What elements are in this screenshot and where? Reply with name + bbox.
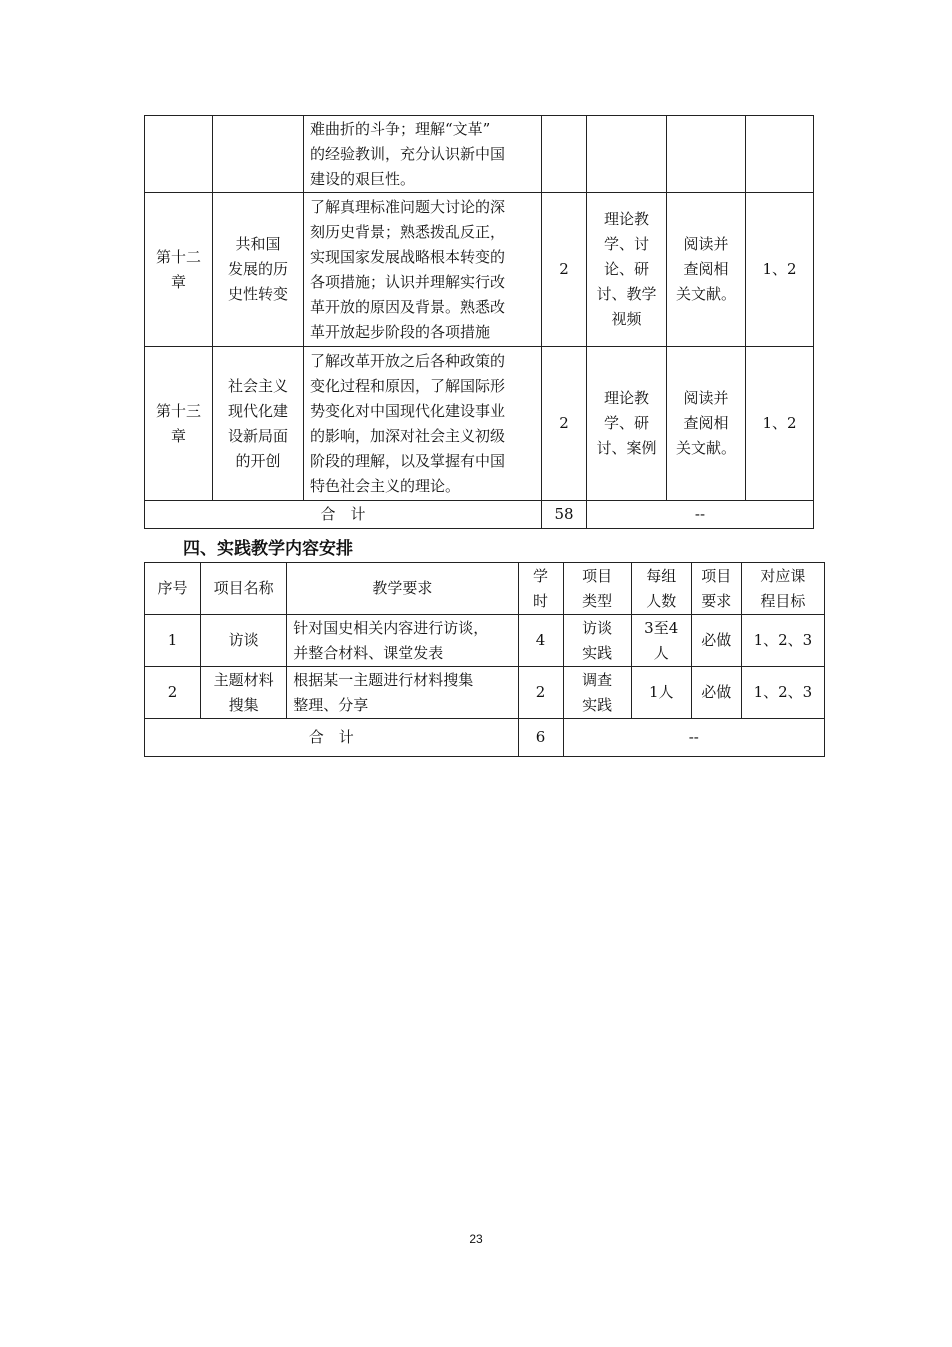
header-seq: 序号 (145, 563, 201, 615)
total-rest: -- (563, 719, 824, 757)
total-hours: 6 (518, 719, 563, 757)
method-cell: 理论教 学、研 讨、案例 (587, 347, 667, 501)
chapter-cell: 第十三 章 (145, 347, 213, 501)
objectives-cell: 1、2 (746, 347, 814, 501)
hours-cell: 2 (542, 347, 587, 501)
header-objectives: 对应课 程目标 (741, 563, 824, 615)
total-rest: -- (587, 501, 814, 529)
header-type: 项目 类型 (563, 563, 631, 615)
objectives-cell: 1、2 (746, 193, 814, 347)
content-cell: 了解真理标准问题大讨论的深 刻历史背景；熟悉拨乱反正， 实现国家发展战略根本转变的 各项措施；认识并理解实行改 革开放的原因及背景。熟悉改 革开放起步阶段的各项措施 (304, 193, 542, 347)
requirement-cell: 针对国史相关内容进行访谈， 并整合材料、课堂发表 (287, 615, 518, 667)
hours-cell: 4 (518, 615, 563, 667)
total-hours: 58 (542, 501, 587, 529)
hours-cell (542, 116, 587, 193)
title-cell (213, 116, 304, 193)
seq-cell: 2 (145, 667, 201, 719)
header-name: 项目名称 (201, 563, 287, 615)
objectives-cell (746, 116, 814, 193)
chapter-cell: 第十二 章 (145, 193, 213, 347)
total-label: 合 计 (145, 719, 519, 757)
title-cell: 共和国 发展的历 史性转变 (213, 193, 304, 347)
header-hours: 学 时 (518, 563, 563, 615)
type-cell: 访谈 实践 (563, 615, 631, 667)
header-row (145, 563, 825, 615)
table-row (145, 193, 814, 347)
name-cell: 主题材料 搜集 (201, 667, 287, 719)
requirement-cell: 根据某一主题进行材料搜集 整理、分享 (287, 667, 518, 719)
objectives-cell: 1、2、3 (741, 667, 824, 719)
table-row (145, 116, 814, 193)
table-row (145, 615, 825, 667)
method-cell: 理论教 学、讨 论、研 讨、教学 视频 (587, 193, 667, 347)
assignment-cell: 阅读并 查阅相 关文献。 (667, 347, 746, 501)
assignment-cell: 阅读并 查阅相 关文献。 (667, 193, 746, 347)
demand-cell: 必做 (691, 615, 741, 667)
name-cell: 访谈 (201, 615, 287, 667)
practice-schedule-table (144, 562, 825, 757)
objectives-cell: 1、2、3 (741, 615, 824, 667)
title-cell: 社会主义 现代化建 设新局面 的开创 (213, 347, 304, 501)
total-label: 合 计 (145, 501, 542, 529)
header-demand: 项目 要求 (691, 563, 741, 615)
page-number: 23 (469, 1232, 483, 1246)
table-row (145, 347, 814, 501)
section-heading: 四、实践教学内容安排 (183, 539, 353, 559)
total-row (145, 501, 814, 529)
table-row (145, 667, 825, 719)
chapter-cell (145, 116, 213, 193)
content-cell: 了解改革开放之后各种政策的 变化过程和原因，了解国际形 势变化对中国现代化建设事业 的影响，加深对社会主义初级 阶段的理解，以及掌握有中国 特色社会主义的理论。 (304, 347, 542, 501)
theory-schedule-table (144, 115, 814, 529)
hours-cell: 2 (542, 193, 587, 347)
type-cell: 调查 实践 (563, 667, 631, 719)
assignment-cell (667, 116, 746, 193)
demand-cell: 必做 (691, 667, 741, 719)
total-row (145, 719, 825, 757)
header-requirement: 教学要求 (287, 563, 518, 615)
group-size-cell: 1人 (631, 667, 691, 719)
seq-cell: 1 (145, 615, 201, 667)
group-size-cell: 3至4 人 (631, 615, 691, 667)
content-cell: 难曲折的斗争；理解“文革” 的经验教训，充分认识新中国 建设的艰巨性。 (304, 116, 542, 193)
header-group-size: 每组 人数 (631, 563, 691, 615)
method-cell (587, 116, 667, 193)
hours-cell: 2 (518, 667, 563, 719)
